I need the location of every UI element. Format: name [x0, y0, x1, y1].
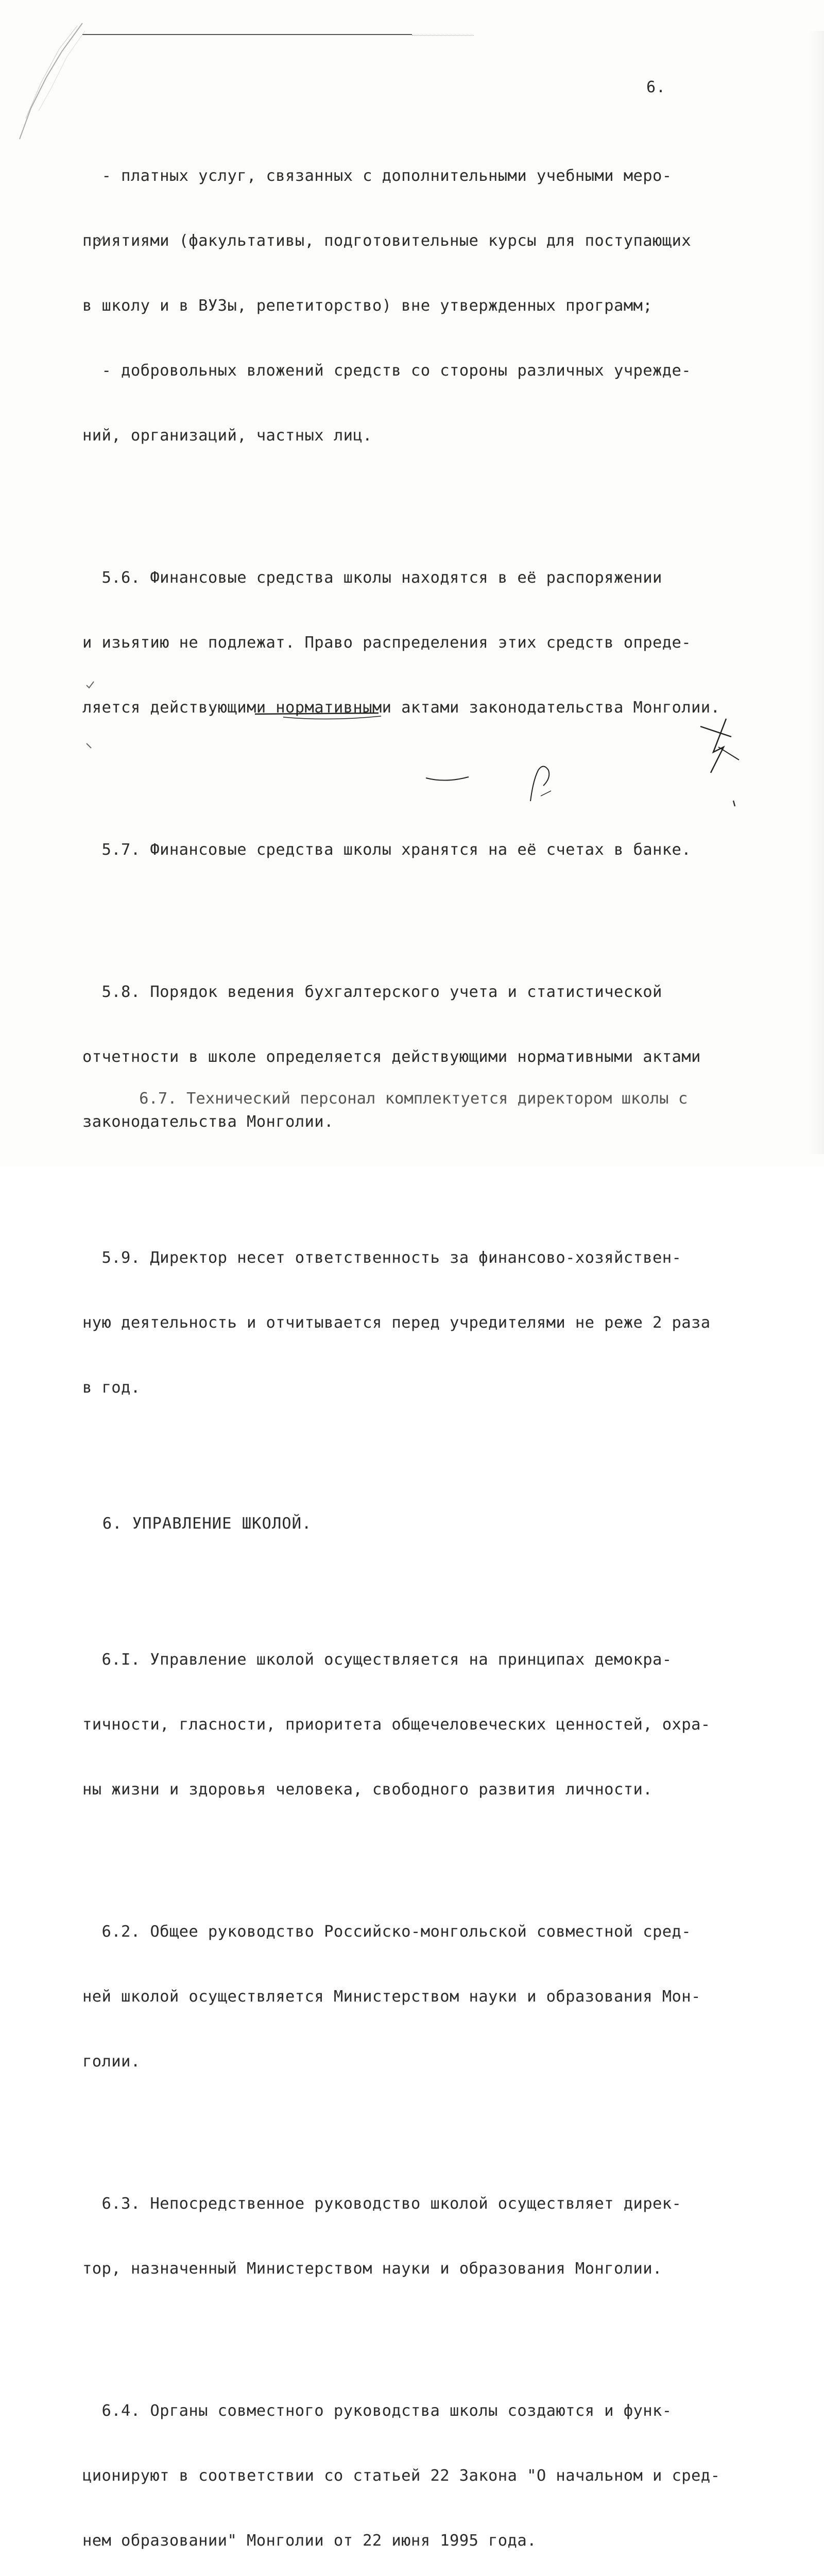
section-heading: 6. УПРАВЛЕНИЕ ШКОЛОЙ.: [82, 1515, 312, 1533]
text-line: голии.: [82, 2053, 141, 2071]
text-line: 5.8. Порядок ведения бухгалтерского учета и статистической: [82, 983, 662, 1001]
text-line: - добровольных вложений средств со стороны различных учрежде-: [82, 362, 692, 380]
margin-tick-mark: [85, 742, 93, 750]
text-line: ны жизни и здоровья человека, свободного развития личности.: [82, 1781, 653, 1799]
truncated-line-text: 6.7. Технический персонал комплектуется директором школы с: [120, 1090, 688, 1108]
handwritten-strikeout: [252, 705, 386, 720]
page-number: 6.: [646, 78, 666, 96]
text-line: ляется действующими нормативными актами законодательства Монголии.: [82, 699, 720, 717]
ink-dot: [731, 800, 737, 808]
text-line: 6.I. Управление школой осуществляется на принципах демокра-: [82, 1651, 672, 1669]
text-line: 6.2. Общее руководство Российско-монгольской совместной сред-: [82, 1923, 692, 1941]
scan-edge-smudge: [10, 21, 88, 144]
truncated-line: [82, 1077, 700, 1108]
text-line: тичности, гласности, приоритета общечеловеческих ценностей, охра-: [82, 1716, 711, 1734]
margin-tick-mark: [85, 680, 95, 690]
text-line: нем образовании" Монголии от 22 июня 1995 года.: [82, 2532, 537, 2550]
text-line: 5.6. Финансовые средства школы находятся в её распоряжении: [82, 569, 662, 587]
text-line: 5.7. Финансовые средства школы хранятся на её счетах в банке.: [82, 841, 692, 859]
text-line: - платных услуг, связанных с дополнительными учебными меро-: [82, 167, 672, 185]
text-line: в школу и в ВУЗы, репетиторство) вне утвержденных программ;: [82, 297, 653, 315]
top-rule-tail: [412, 35, 474, 36]
handwritten-underline: [425, 768, 471, 783]
text-line: 5.9. Директор несет ответственность за финансово-хозяйствен-: [82, 1249, 682, 1267]
text-line: законодательства Монголии.: [82, 1113, 334, 1131]
scan-right-edge: [809, 31, 824, 1154]
text-line: тор, назначенный Министерством науки и образования Монголии.: [82, 2260, 662, 2278]
text-line: и изьятию не подлежат. Право распределения этих средств опреде-: [82, 634, 692, 652]
text-line: ционируют в соответствии со статьей 22 Закона "О начальном и сред-: [82, 2467, 720, 2485]
text-line: приятиями (факультативы, подготовительные курсы для поступающих: [82, 232, 692, 250]
text-line: в год.: [82, 1379, 141, 1397]
margin-tick-mark: [95, 234, 106, 245]
text-line: отчетности в школе определяется действующими нормативными актами: [82, 1048, 701, 1066]
text-line: ней школой осуществляется Министерством науки и образования Мон-: [82, 1988, 701, 2006]
text-line: 6.4. Органы совместного руководства школы создаются и функ-: [82, 2402, 672, 2420]
handwritten-margin-annotation: [695, 716, 742, 783]
handwritten-insert-note: [525, 760, 556, 806]
text-line: 6.3. Непосредственное руководство школой осуществляет дирек-: [82, 2195, 682, 2213]
text-line: ний, организаций, частных лиц.: [82, 427, 372, 445]
text-line: ную деятельность и отчитывается перед учредителями не реже 2 раза: [82, 1314, 711, 1332]
top-rule: [82, 34, 412, 35]
document-body: [82, 100, 726, 2576]
